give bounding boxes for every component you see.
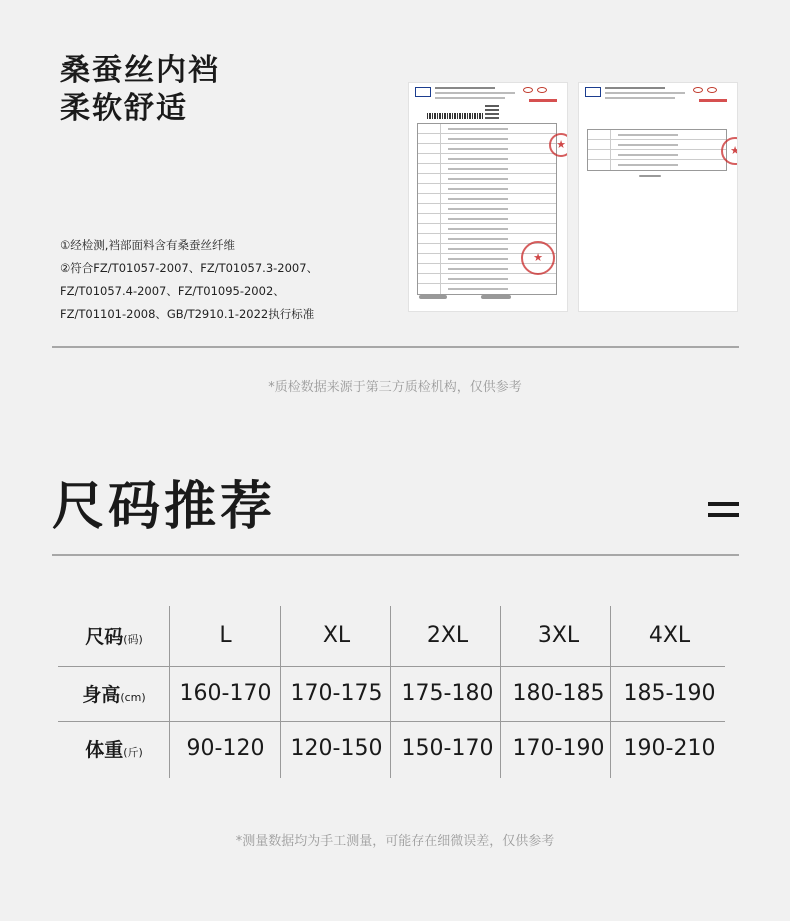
quality-disclaimer: *质检数据来源于第三方质检机构，仅供参考: [268, 380, 522, 395]
size-cell: 2XL: [426, 623, 469, 649]
test-report-page-1-image: [408, 82, 568, 312]
divider: [52, 346, 739, 348]
test-report-page-2-image: [578, 82, 738, 312]
headline-line-1: 桑蚕丝内裆: [60, 53, 220, 88]
weight-cell: 190-210: [614, 721, 725, 776]
size-chart-table: [58, 606, 725, 776]
barcode-icon: [427, 113, 483, 119]
size-section-title: 尺码推荐: [52, 477, 277, 537]
certification-notes: [60, 234, 318, 326]
signature-icon: [481, 295, 511, 299]
lab-logo-icon: [415, 87, 431, 97]
height-cell: 185-190: [614, 666, 725, 721]
weight-cell: 90-120: [170, 721, 281, 776]
accreditation-mark-icon: [693, 87, 703, 93]
size-header-cell: 尺码(码): [85, 626, 143, 649]
size-cell: XL: [322, 623, 351, 649]
height-header-cell: 身高(cm): [58, 666, 170, 721]
accreditation-mark-icon: [707, 87, 717, 93]
note-line: FZ/T01057.4-2007、FZ/T01095-2002、: [60, 284, 285, 298]
red-seal-icon: [549, 133, 568, 157]
measurement-disclaimer: *测量数据均为手工测量，可能存在细微误差，仅供参考: [235, 834, 555, 849]
height-cell: 170-175: [281, 666, 392, 721]
height-cell: 175-180: [392, 666, 503, 721]
qr-code-icon: [485, 105, 499, 119]
size-cell: L: [219, 623, 232, 649]
table-row: [58, 666, 725, 721]
report-table: [587, 129, 727, 171]
weight-cell: 150-170: [392, 721, 503, 776]
size-cell: 4XL: [648, 623, 691, 649]
lab-logo-icon: [585, 87, 601, 97]
divider: [52, 554, 739, 556]
accreditation-mark-icon: [523, 87, 533, 93]
signature-icon: [419, 295, 447, 299]
menu-icon: [708, 502, 739, 517]
height-cell: 180-185: [503, 666, 614, 721]
table-row: [58, 721, 725, 776]
headline: [60, 52, 220, 128]
note-line: ①经检测,裆部面料含有桑蚕丝纤维: [60, 238, 235, 252]
red-seal-icon: [521, 241, 555, 275]
weight-cell: 120-150: [281, 721, 392, 776]
table-row: [58, 606, 725, 666]
note-line: FZ/T01101-2008、GB/T2910.1-2022执行标准: [60, 307, 315, 321]
size-cell: 3XL: [537, 623, 580, 649]
weight-cell: 170-190: [503, 721, 614, 776]
headline-line-2: 柔软舒适: [60, 91, 188, 126]
height-cell: 160-170: [170, 666, 281, 721]
accreditation-mark-icon: [537, 87, 547, 93]
note-line: ②符合FZ/T01057-2007、FZ/T01057.3-2007、: [60, 261, 319, 275]
weight-header-cell: 体重(斤): [58, 721, 170, 776]
